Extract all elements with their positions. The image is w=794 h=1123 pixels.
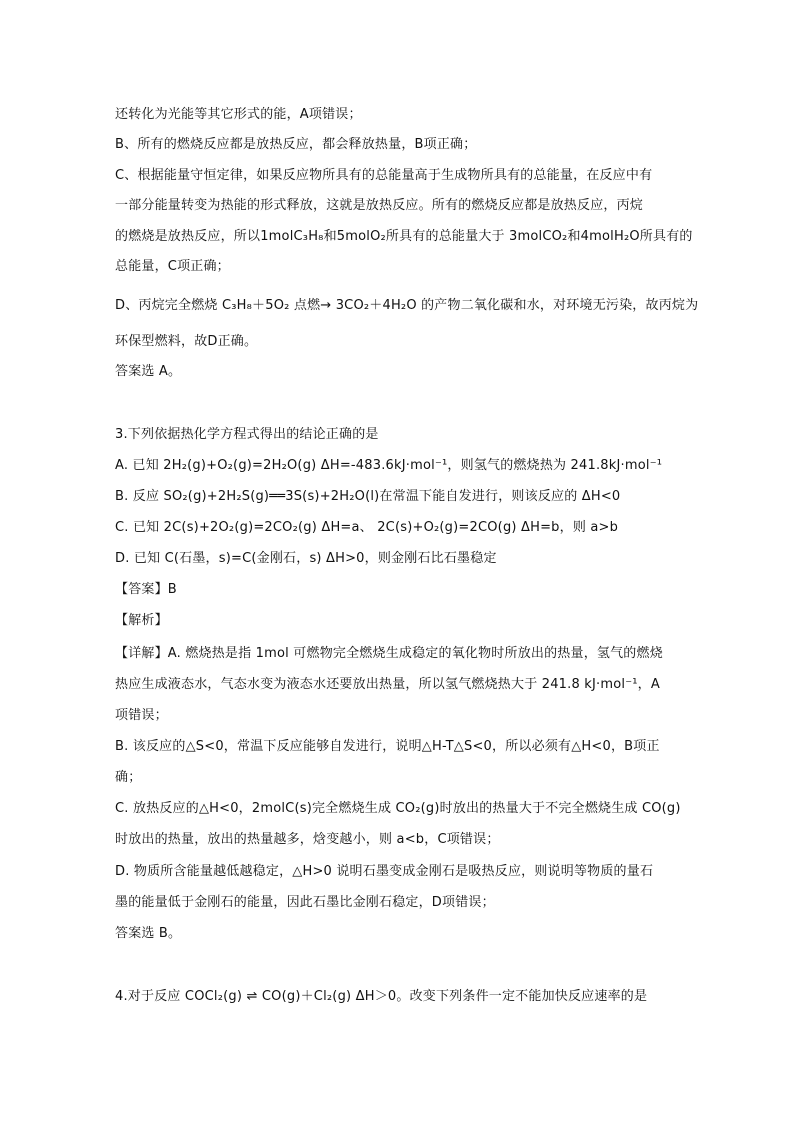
text-line: B、所有的燃烧反应都是放热反应，都会释放热量，B项正确； [115, 137, 477, 152]
text-line: D. 物质所含能量越低越稳定，△H>0 说明石墨变成金刚石是吸热反应，则说明等物质的量石 [115, 864, 654, 879]
option-b: B. 反应 SO₂(g)+2H₂S(g)══3S(s)+2H₂O(l)在常温下能自发进行，则该反应的 ΔH<0 [115, 489, 621, 504]
text-line: 【详解】A. 燃烧热是指 1mol 可燃物完全燃烧生成稳定的氧化物时所放出的热量，氢气的燃烧 [115, 646, 663, 661]
question-title: 4.对于反应 COCl₂(g) ⇌ CO(g)＋Cl₂(g) ΔH＞0。改变下列条件一定不能加快反应速率的是 [115, 989, 648, 1004]
text-line: 墨的能量低于金刚石的能量，因此石墨比金刚石稳定，D项错误； [115, 895, 495, 910]
option-d: D. 已知 C(石墨，s)=C(金刚石，s) ΔH>0，则金刚石比石墨稳定 [115, 551, 497, 566]
option-a: A. 已知 2H₂(g)+O₂(g)=2H₂O(g) ΔH=-483.6kJ·mol⁻¹，则氢气的燃烧热为 241.8kJ·mol⁻¹ [115, 458, 663, 473]
text-line: 一部分能量转变为热能的形式释放，这就是放热反应。所有的燃烧反应都是放热反应，丙烷 [115, 198, 644, 213]
analysis-label: 【解析】 [115, 613, 168, 628]
text-line: 环保型燃料，故D正确。 [115, 334, 258, 349]
text-line: 时放出的热量，放出的热量越多，焓变越小，则 a<b，C项错误； [115, 832, 500, 847]
answer-label: 【答案】B [115, 582, 177, 597]
text-line: C、根据能量守恒定律，如果反应物所具有的总能量高于生成物所具有的总能量，在反应中有 [115, 168, 653, 183]
text-line: 热应生成液态水，气态水变为液态水还要放出热量，所以氢气燃烧热大于 241.8 kJ·mol⁻¹，A [115, 677, 660, 692]
text-line: B. 该反应的△S<0，常温下反应能够自发进行，说明△H-T△S<0，所以必须有△H<0，B项正 [115, 739, 660, 754]
text-line: 确； [115, 770, 142, 785]
text-line: 答案选 B。 [115, 926, 182, 941]
text-line: C. 放热反应的△H<0，2molC(s)完全燃烧生成 CO₂(g)时放出的热量大于不完全燃烧生成 CO(g) [115, 801, 681, 816]
option-c: C. 已知 2C(s)+2O₂(g)=2CO₂(g) ΔH=a、 2C(s)+O₂(g)=2CO(g) ΔH=b，则 a>b [115, 520, 619, 535]
text-line: 的燃烧是放热反应，所以1molC₃H₈和5molO₂所具有的总能量大于 3molCO₂和4molH₂O所具有的 [115, 229, 693, 244]
text-line: 项错误； [115, 708, 168, 723]
text-line: 总能量，C项正确； [115, 259, 230, 274]
text-line: 答案选 A。 [115, 364, 182, 379]
question-title: 3.下列依据热化学方程式得出的结论正确的是 [115, 427, 379, 442]
text-line: D、丙烷完全燃烧 C₃H₈＋5O₂ 点燃→ 3CO₂＋4H₂O 的产物二氧化碳和水，对环境无污染，故丙烷为 [115, 298, 699, 313]
text-line: 还转化为光能等其它形式的能，A项错误； [115, 107, 362, 122]
